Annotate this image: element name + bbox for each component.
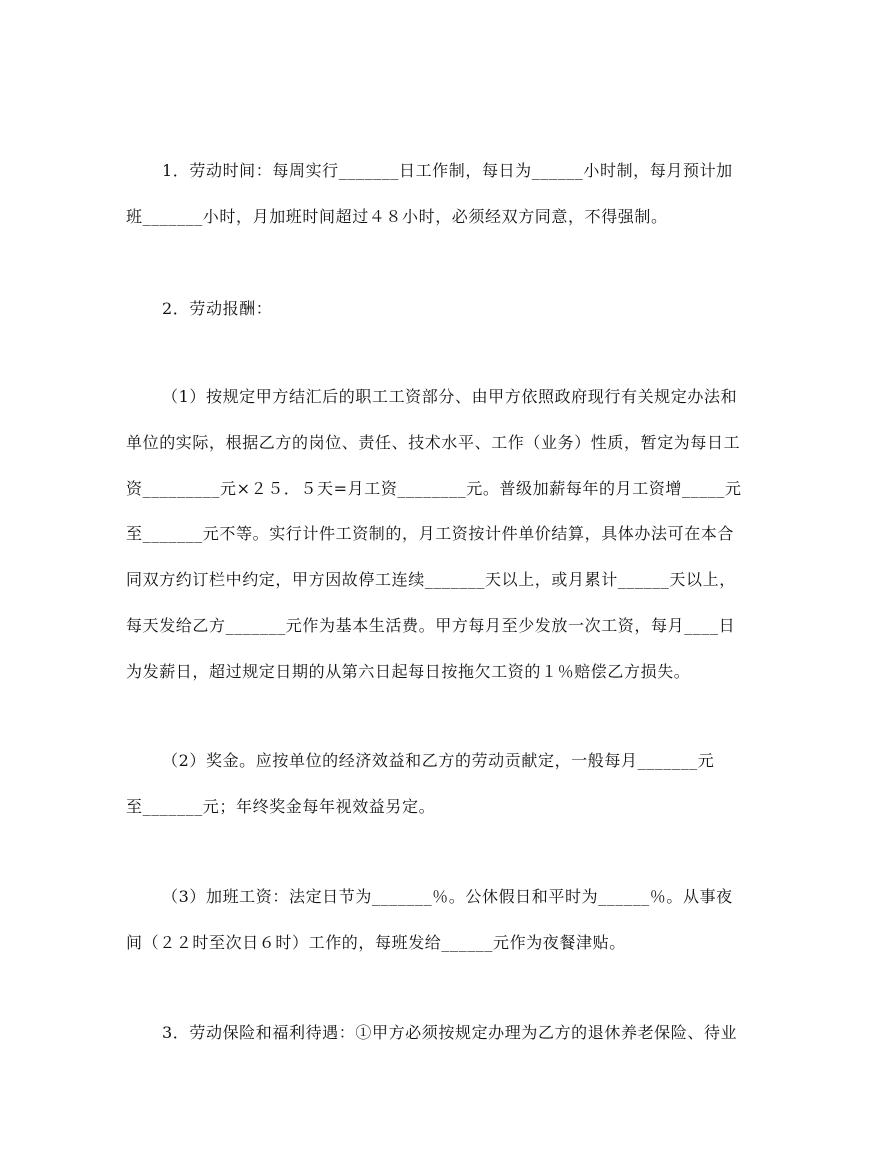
- clause-3-line-1: 3．劳动保险和福利待遇：①甲方必须按规定办理为乙方的退休养老保险、待业: [162, 1023, 738, 1042]
- clause-2-1-line-6: 每天发给乙方_______元作为基本生活费。甲方每月至少发放一次工资，每月____日: [126, 616, 736, 635]
- clause-2-1-line-7: 为发薪日，超过规定日期的从第六日起每日按拖欠工资的１％赔偿乙方损失。: [126, 662, 691, 681]
- clause-2-3-line-2: 间（２２时至次日６时）工作的，每班发给______元作为夜餐津贴。: [126, 933, 626, 952]
- clause-2-2-line-2: 至_______元；年终奖金每年视效益另定。: [126, 797, 436, 816]
- clause-2-1-line-1: （1）按规定甲方结汇后的职工工资部分、由甲方依照政府现行有关规定办法和: [162, 387, 738, 406]
- clause-2-3-line-1: （3）加班工资：法定日节为_______％。公休假日和平时为______％。从事夜: [162, 887, 733, 906]
- clause-2-heading: 2．劳动报酬：: [162, 299, 273, 318]
- clause-2-1-line-3: 资_________元×２５．５天=月工资________元。普级加薪每年的月工资增_____元: [126, 479, 742, 498]
- clause-2-1-line-2: 单位的实际，根据乙方的岗位、责任、技术水平、工作（业务）性质，暂定为每日工: [126, 433, 741, 452]
- clause-2-1-line-4: 至_______元不等。实行计件工资制的，月工资按计件单价结算，具体办法可在本合: [126, 524, 735, 543]
- clause-1-line-2: 班_______小时，月加班时间超过４８小时，必须经双方同意，不得强制。: [126, 207, 668, 226]
- clause-2-1-line-5: 同双方约订栏中约定，甲方因故停工连续_______天以上，或月累计______天以上，: [126, 570, 736, 589]
- clause-2-2-line-1: （2）奖金。应按单位的经济效益和乙方的劳动贡献定，一般每月_______元: [162, 751, 715, 770]
- clause-1-line-1: 1．劳动时间：每周实行_______日工作制，每日为______小时制，每月预计加: [162, 161, 733, 180]
